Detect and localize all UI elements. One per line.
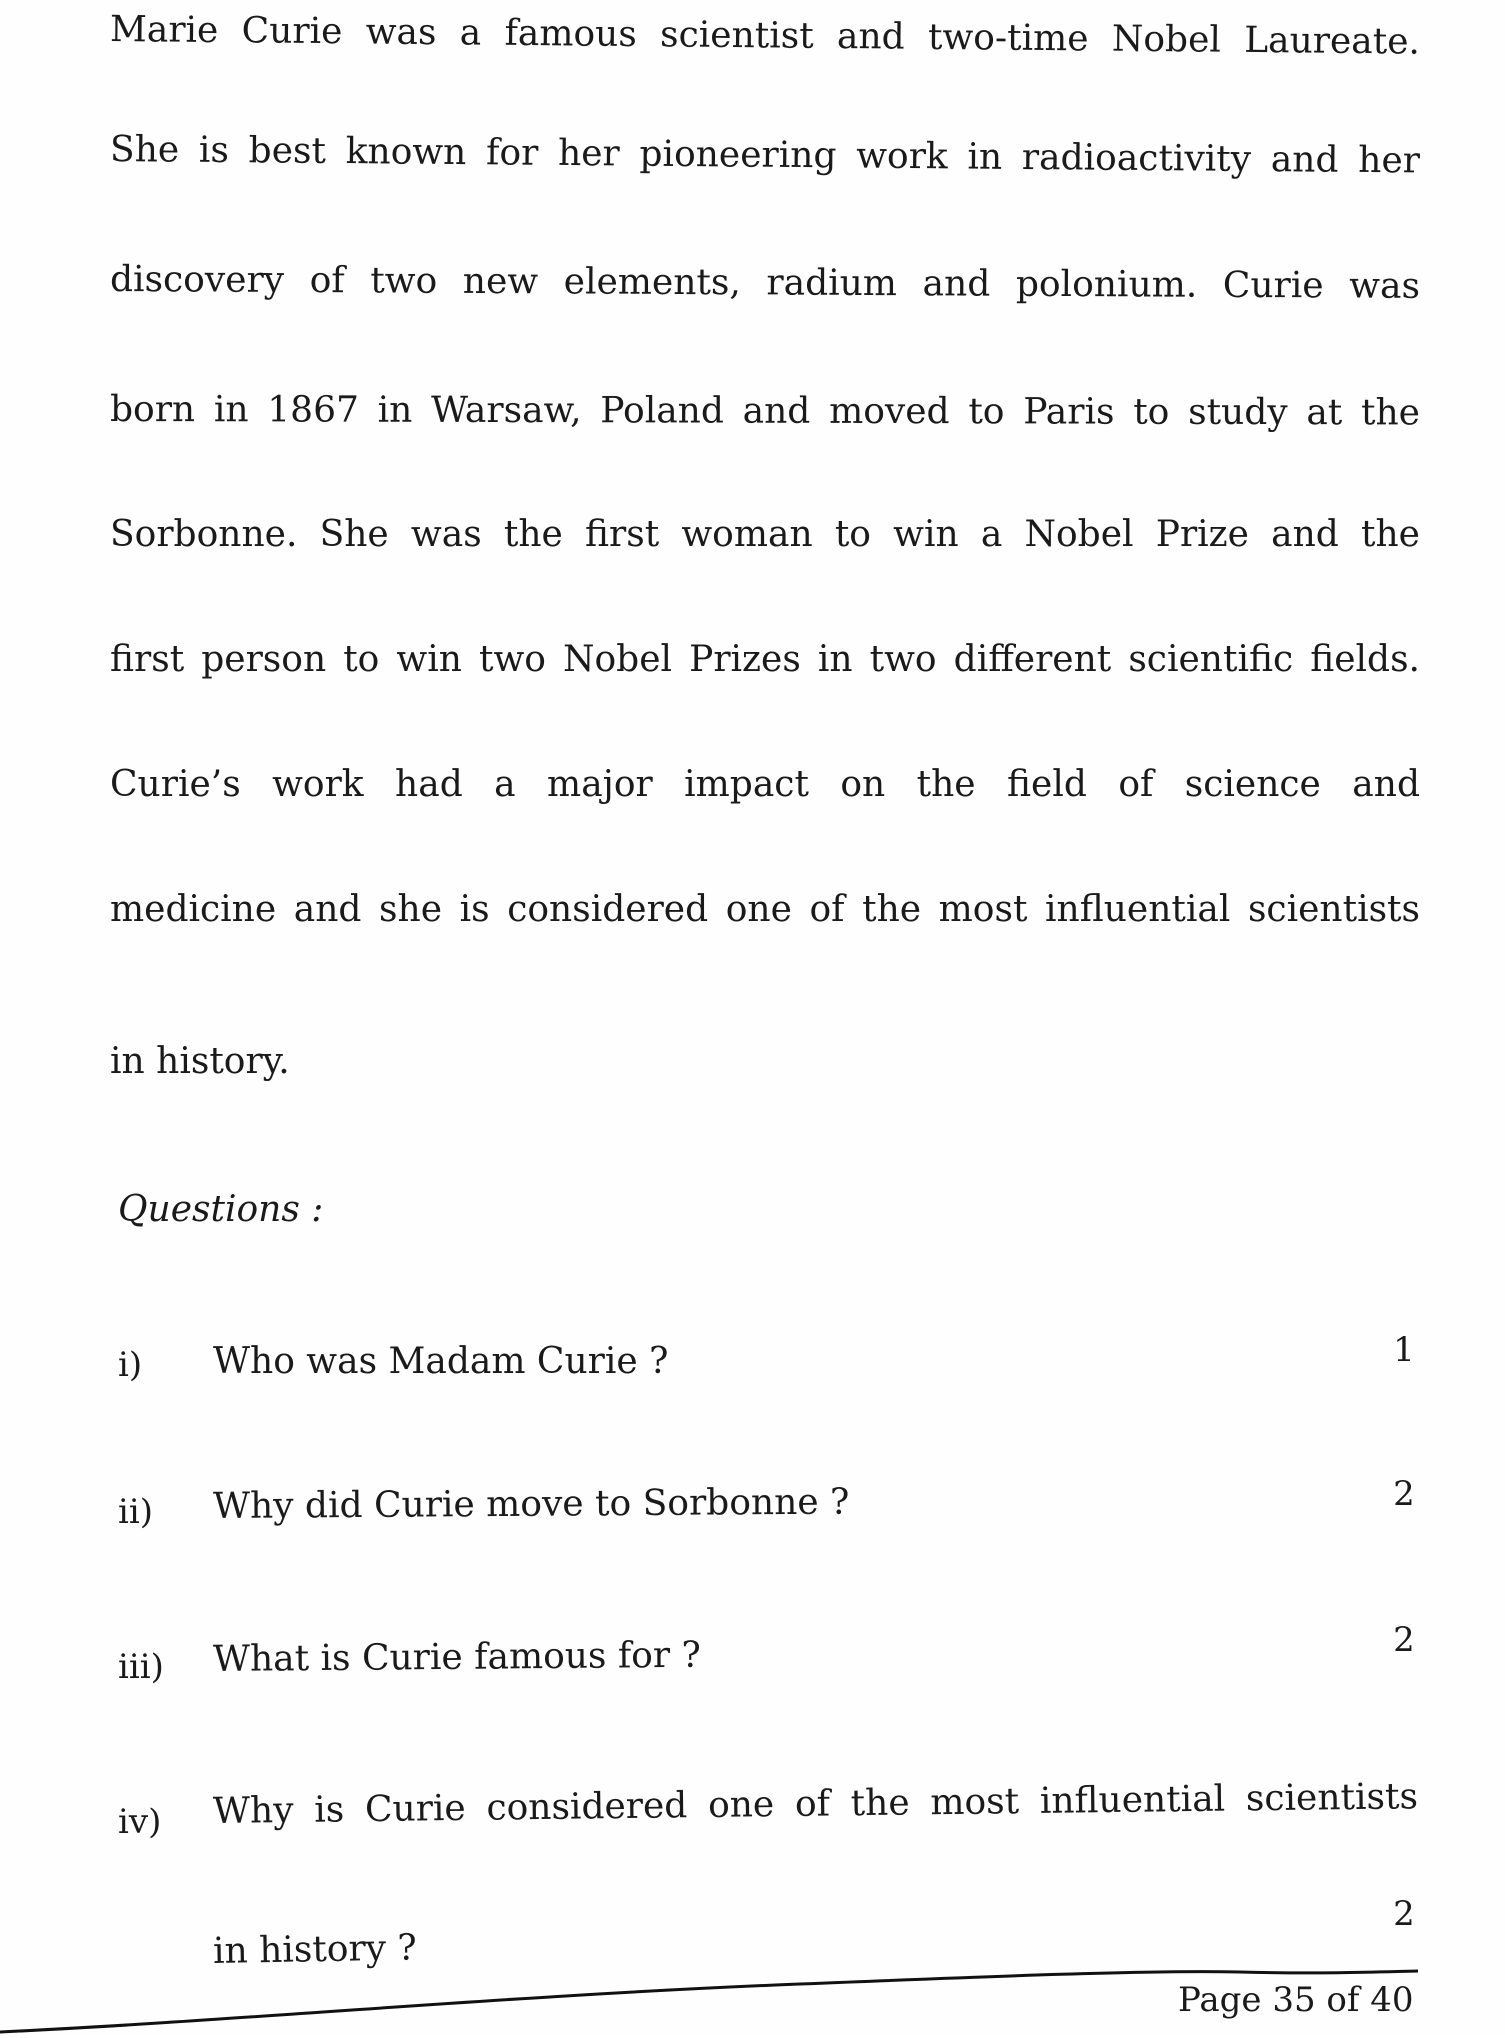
question-number: iii): [118, 1647, 164, 1687]
passage-line: discovery of two new elements, radium and polonium. Curie was: [109, 259, 1421, 307]
question-number: i): [118, 1345, 143, 1385]
question-text: Why is Curie considered one of the most influential scientists: [212, 1776, 1419, 1832]
question-text-continuation: in history ?: [212, 1927, 418, 1972]
passage-line: Sorbonne. She was the first woman to win a Nobel Prize and the: [110, 514, 1420, 555]
question-marks: 2: [1393, 1474, 1415, 1514]
question-number: ii): [118, 1492, 154, 1532]
question-text: Why did Curie move to Sorbonne ?: [212, 1481, 850, 1527]
questions-heading: Questions :: [118, 1189, 324, 1230]
question-text: Who was Madam Curie ?: [213, 1341, 669, 1382]
question-marks: 2: [1393, 1894, 1415, 1934]
passage-line: in history.: [110, 1041, 290, 1082]
question-marks: 2: [1393, 1620, 1415, 1660]
passage-line: Curie’s work had a major impact on the field of science and: [110, 764, 1420, 805]
question-marks: 1: [1393, 1330, 1415, 1370]
question-number: iv): [118, 1802, 162, 1842]
question-text: What is Curie famous for ?: [212, 1634, 702, 1680]
passage-line: born in 1867 in Warsaw, Poland and moved to Paris to study at the: [109, 389, 1421, 434]
passage-line: Marie Curie was a famous scientist and two-time Nobel Laureate.: [109, 9, 1421, 63]
passage-line: medicine and she is considered one of the most influential scientists: [110, 889, 1420, 930]
page-number: Page 35 of 40: [1178, 1980, 1414, 2020]
passage-line: She is best known for her pioneering work in radioactivity and her: [109, 129, 1421, 182]
passage-line: first person to win two Nobel Prizes in two different scientific fields.: [110, 639, 1420, 680]
